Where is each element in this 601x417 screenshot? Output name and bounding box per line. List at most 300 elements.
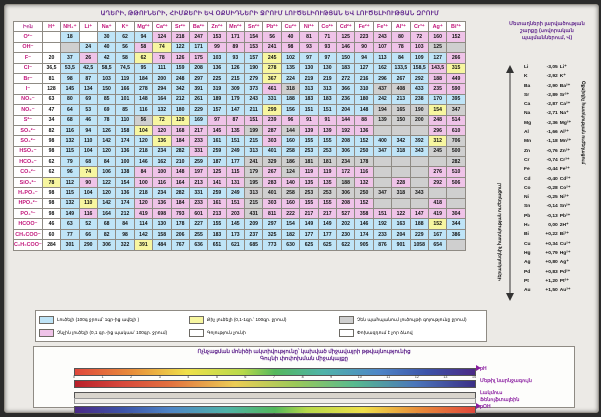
solubility-cell: 120 (97, 188, 115, 198)
activity-series-row (523, 91, 575, 100)
solubility-cell: 140 (281, 177, 299, 187)
metal-symbol: Ni (524, 195, 529, 201)
legend-column-left (36, 311, 186, 341)
solubility-cell: 56 (263, 32, 281, 42)
metal-symbol: Ag (524, 260, 531, 266)
legend-item (189, 316, 333, 324)
legend-item (189, 329, 333, 337)
solubility-cell: 236 (337, 94, 355, 104)
solubility-cell: 103 (97, 73, 115, 83)
solubility-cell: 278 (263, 63, 281, 73)
solubility-cell: 97 (208, 115, 226, 125)
row-header-9: SO₃²⁻ (14, 125, 43, 135)
solubility-cell: 36,5 (42, 63, 60, 73)
axis-tick: 9 (330, 375, 333, 379)
solubility-cell: 132 (61, 198, 79, 208)
activity-series-body (523, 63, 575, 295)
solubility-cell: 158,5 (410, 63, 428, 73)
solubility-cell: 100 (153, 167, 171, 177)
solubility-cell: 136 (116, 188, 134, 198)
solubility-cell: 192 (373, 219, 391, 229)
solubility-cell: 168 (171, 125, 189, 135)
solubility-cell: 811 (263, 209, 281, 219)
solubility-cell: 155 (318, 198, 336, 208)
standard-potential: 0,00 (548, 223, 558, 229)
metal-symbol: Hg (524, 250, 531, 256)
solubility-cell: 202 (337, 219, 355, 229)
solubility-cell: 155 (300, 198, 318, 208)
row-header-11: HSO₄⁻ (14, 146, 43, 156)
solubility-cell: 213 (208, 209, 226, 219)
solubility-cell: 149 (300, 219, 318, 229)
solubility-cell: 793 (171, 209, 189, 219)
axis-tick: 1 (101, 375, 104, 379)
table-corner-label: Իոն (14, 22, 43, 32)
solubility-cell: 147 (226, 105, 244, 115)
solubility-cell: 116 (61, 125, 79, 135)
axis-tick: 7 (273, 413, 275, 417)
activity-series-row (523, 72, 575, 81)
solubility-cell: 259 (208, 188, 226, 198)
solubility-cell: 315 (447, 63, 465, 73)
solubility-cell: 299 (263, 105, 281, 115)
solubility-cell: 259 (189, 157, 207, 167)
activity-series-row (523, 156, 575, 165)
legend-label: Քիչ լուծելի (0,1-1գր.՝ 100գր. ջրում) (207, 316, 287, 322)
solubility-cell: 66 (79, 229, 97, 239)
solubility-cell: 143,5 (428, 63, 446, 73)
solubility-cell: 52 (79, 219, 97, 229)
solubility-cell: 153 (208, 32, 226, 42)
solubility-cell: 85 (116, 105, 134, 115)
solubility-cell: 210 (171, 157, 189, 167)
solubility-cell: 234 (153, 188, 171, 198)
solubility-cell: 53 (79, 105, 97, 115)
table-row (14, 136, 466, 146)
solubility-cell: 112 (61, 177, 79, 187)
solubility-cell: 199 (245, 125, 263, 135)
solubility-cell: 93 (318, 42, 336, 52)
solubility-cell: 80 (392, 32, 410, 42)
metal-ion: Pt²⁺ (559, 278, 569, 284)
row-header-10: SO₄²⁻ (14, 136, 43, 146)
activity-series-row (523, 128, 575, 137)
solubility-cell: 685 (245, 240, 263, 250)
solubility-cell: 125 (337, 32, 355, 42)
solubility-cell: 303 (263, 198, 281, 208)
solubility-cell: 215 (245, 198, 263, 208)
solubility-cell: 152 (447, 32, 465, 42)
row-header-7: NO₂⁻ (14, 105, 43, 115)
solubility-cell: 122 (392, 209, 410, 219)
metal-symbol: Zn (524, 148, 530, 154)
table-row (14, 188, 466, 198)
solubility-cell: 190 (245, 63, 263, 73)
solubility-cell: 366 (337, 84, 355, 94)
standard-potential: +0,34 (545, 241, 558, 247)
activity-series-row (523, 184, 575, 193)
solubility-cell: 901 (392, 240, 410, 250)
solubility-cell: 218 (134, 146, 152, 156)
solubility-cell: 401 (263, 146, 281, 156)
solubility-cell: 90 (79, 177, 97, 187)
solubility-cell: 180 (171, 105, 189, 115)
solubility-cell: 258 (281, 188, 299, 198)
metal-ion: Bi³⁺ (559, 232, 569, 238)
standard-potential: -2,92 (546, 74, 558, 80)
metal-symbol: Pd (524, 269, 531, 275)
solubility-cell: 126 (97, 125, 115, 135)
solubility-cell: 164 (97, 209, 115, 219)
solubility-cell: 206 (171, 229, 189, 239)
solubility-cell: 622 (337, 240, 355, 250)
page-title: ԱՂԵՐԻ, ԹԹՈՒՆԵՐԻ, ՀԻՄՔԵՐԻ ԵՎ ՕՔՍԻԴՆԵՐԻ ՋՐՈՒՄ ԼՈՒԾԵԼԻՈՒԹՅԱՆ ԵՎ ԼՈՒԾԵԼԻՈՒԹՅԱՆ ԶՐՈՒՄ (100, 10, 440, 17)
solubility-cell: 178 (355, 157, 373, 167)
solubility-cell: 151 (300, 105, 318, 115)
solubility-cell: 297 (189, 73, 207, 83)
axis-tick: 13 (443, 375, 448, 379)
metal-ion: Cr³⁺ (559, 157, 570, 163)
solubility-cell: 237 (245, 229, 263, 239)
solubility-cell: 184 (171, 198, 189, 208)
solubility-cell: 204 (337, 105, 355, 115)
solubility-cell: 149 (61, 209, 79, 219)
legend-swatch-dry-reaction (339, 329, 354, 337)
solubility-cell: 175 (189, 53, 207, 63)
solubility-cell: 230 (337, 229, 355, 239)
solubility-cell: 78 (97, 115, 115, 125)
table-row (14, 125, 466, 135)
solubility-cell: 245 (428, 146, 446, 156)
solubility-cell: 100 (116, 157, 134, 167)
litmus-label: Լակմուս (480, 390, 503, 396)
solubility-cell: 85 (97, 94, 115, 104)
solubility-cell: 253 (300, 146, 318, 156)
solubility-cell: 217 (300, 209, 318, 219)
solubility-cell: 148 (134, 94, 152, 104)
solubility-cell: 150 (337, 53, 355, 63)
solubility-cell: 215 (245, 136, 263, 146)
solubility-cell: 119 (318, 167, 336, 177)
solubility-cell: 119 (116, 73, 134, 83)
solubility-cell: 386 (447, 229, 465, 239)
solubility-cell: 253 (318, 188, 336, 198)
solubility-cell: 395 (447, 94, 465, 104)
solubility-cell: 34 (42, 115, 60, 125)
solubility-cell: 234 (337, 157, 355, 167)
solubility-cell: 208 (189, 63, 207, 73)
solubility-cell: 181 (300, 157, 318, 167)
row-header-15: H₂PO₄⁻ (14, 188, 43, 198)
activity-series-row (523, 268, 575, 277)
solubility-cell: 250 (355, 188, 373, 198)
activity-series-row (523, 109, 575, 118)
solubility-cell: 636 (189, 240, 207, 250)
solubility-cell: 267 (392, 73, 410, 83)
solubility-cell: 94 (355, 53, 373, 63)
solubility-cell: 698 (153, 209, 171, 219)
solubility-cell: 46 (42, 219, 60, 229)
table-row (14, 115, 466, 125)
solubility-cell: 87 (226, 115, 244, 125)
solubility-cell: 106 (97, 167, 115, 177)
solubility-cell: 213 (189, 177, 207, 187)
solubility-cell: 53,5 (61, 63, 79, 73)
axis-tick: 3 (158, 375, 161, 379)
solubility-cell (428, 157, 446, 167)
table-row (14, 84, 466, 94)
activity-series-table-wrapper (523, 63, 575, 295)
solubility-cell: 134 (79, 84, 97, 94)
solubility-cell: 296 (428, 125, 446, 135)
metal-ion: Pd²⁺ (559, 269, 571, 275)
table-row (14, 177, 466, 187)
solubility-cell (42, 42, 60, 52)
solubility-cell: 144 (281, 125, 299, 135)
standard-potential: -0,40 (546, 176, 558, 182)
solubility-cell: 276 (428, 167, 446, 177)
metal-symbol: Li (524, 65, 529, 70)
solubility-cell: 223 (355, 32, 373, 42)
solubility-cell: 188 (281, 94, 299, 104)
solubility-cell: 93 (226, 53, 244, 63)
solubility-cell: 136 (208, 63, 226, 73)
solubility-cell: 77 (61, 229, 79, 239)
solubility-cell: 294 (153, 84, 171, 94)
solubility-cell: 234 (153, 146, 171, 156)
axis-tick: 8 (244, 413, 247, 417)
standard-potential: -2,36 (546, 120, 558, 126)
solubility-cell: 625 (318, 240, 336, 250)
metal-symbol: Co (524, 185, 531, 191)
phenolphthalein-bar (74, 398, 476, 404)
solubility-cell: 148 (171, 167, 189, 177)
solubility-cell: 342 (392, 136, 410, 146)
solubility-cell: 74,5 (116, 63, 134, 73)
solubility-cell: 157 (208, 105, 226, 115)
solubility-cell: 37 (61, 53, 79, 63)
solubility-cell: 200 (153, 73, 171, 83)
table-row (14, 240, 466, 250)
solubility-cell: 91 (300, 115, 318, 125)
solubility-cell: 209 (245, 219, 263, 229)
solubility-cell: 233 (373, 229, 391, 239)
solubility-cell: 151 (318, 105, 336, 115)
solubility-cell: 166 (116, 84, 134, 94)
solubility-cell: 248 (171, 73, 189, 83)
table-row (14, 167, 466, 177)
solubility-cell: 146 (355, 219, 373, 229)
solubility-cell: 62 (116, 32, 134, 42)
standard-potential: +0,22 (545, 232, 558, 238)
solubility-cell: 773 (263, 240, 281, 250)
activity-series-row (523, 119, 575, 128)
solubility-cell: 283 (263, 177, 281, 187)
solubility-cell: 101 (116, 94, 134, 104)
ph-scales (72, 365, 532, 417)
solubility-cell: 358 (355, 209, 373, 219)
legend-item (39, 329, 183, 337)
solubility-cell: 136 (153, 136, 171, 146)
solubility-cell: 98 (116, 229, 134, 239)
solubility-cell: 113 (373, 53, 391, 63)
solubility-cell: 208 (337, 198, 355, 208)
solubility-cell: 111 (153, 63, 171, 73)
solubility-cell: 116 (79, 209, 97, 219)
solubility-cell: 170 (428, 94, 446, 104)
legend-item (339, 329, 483, 337)
solubility-cell: 124 (281, 167, 299, 177)
metal-symbol: Pb (524, 213, 531, 219)
activity-series-row (523, 240, 575, 249)
solubility-cell (447, 188, 465, 198)
solubility-cell: 126 (171, 53, 189, 63)
solubility-cell: 26 (79, 53, 97, 63)
metal-ion: 2H⁺ (559, 223, 569, 229)
solubility-cell: 162 (153, 157, 171, 167)
solubility-cell: 344 (447, 219, 465, 229)
legend-swatch-slightly-soluble (189, 316, 204, 324)
metal-ion: Mg²⁺ (559, 120, 572, 126)
solubility-cell: 227 (189, 219, 207, 229)
solubility-cell: 100 (134, 177, 152, 187)
metal-symbol: Bi (524, 232, 529, 238)
solubility-cell: 250 (355, 146, 373, 156)
solubility-cell (410, 177, 428, 187)
solubility-cell: 313 (245, 146, 263, 156)
solubility-cell: 200 (410, 115, 428, 125)
solubility-cell: 98 (42, 198, 60, 208)
solubility-cell: 391 (189, 84, 207, 94)
metal-symbol: Pt (524, 278, 529, 284)
column-header-7: Sr²⁺ (171, 22, 189, 32)
legend-swatch-nonexistent (189, 329, 204, 337)
axis-tick: 7 (273, 375, 275, 379)
axis-tick: 1 (444, 413, 447, 417)
standard-potential: -2,89 (546, 92, 558, 98)
table-row (14, 42, 466, 52)
solubility-cell: 18 (61, 32, 79, 42)
solubility-cell: 138 (116, 167, 134, 177)
solubility-cell: 510 (447, 167, 465, 177)
table-row (14, 105, 466, 115)
column-header-8: Ba²⁺ (189, 22, 207, 32)
metal-symbol: Sn (524, 204, 531, 210)
solubility-cell: 110 (79, 198, 97, 208)
solubility-cell: 56 (134, 115, 152, 125)
row-header-6: NO₃⁻ (14, 94, 43, 104)
activity-series-row (523, 175, 575, 184)
solubility-cell: 154 (428, 105, 446, 115)
solubility-cell: 392 (410, 136, 428, 146)
solubility-cell: 130 (318, 63, 336, 73)
solubility-cell: 146 (337, 42, 355, 52)
solubility-cell: 272 (337, 73, 355, 83)
solubility-cell: 142 (97, 136, 115, 146)
solubility-cell: 195 (245, 177, 263, 187)
column-header-13: Cu²⁺ (281, 22, 299, 32)
solubility-cell: 190 (410, 105, 428, 115)
solubility-cell: 228 (392, 177, 410, 187)
solubility-cell: 527 (337, 209, 355, 219)
solubility-cell: 630 (281, 240, 299, 250)
solubility-cell: 142 (97, 198, 115, 208)
axis-tick: 2 (130, 375, 133, 379)
solubility-cell: 98 (42, 136, 60, 146)
table-row (14, 198, 466, 208)
solubility-cell: 318 (392, 146, 410, 156)
row-header-18: HCOO⁻ (14, 219, 43, 229)
solubility-cell: 103 (208, 53, 226, 63)
solubility-cell (428, 188, 446, 198)
solubility-cell: 133,5 (392, 63, 410, 73)
solubility-cell: 119 (300, 167, 318, 177)
solubility-cell: 183 (337, 63, 355, 73)
solubility-cell: 152 (428, 219, 446, 229)
solubility-cell: 151 (226, 198, 244, 208)
solubility-cell: 88 (355, 115, 373, 125)
solubility-cell: 154 (116, 177, 134, 187)
solubility-cell: 189 (208, 94, 226, 104)
solubility-cell: 127 (428, 53, 446, 63)
solubility-cell (79, 32, 97, 42)
solubility-cell: 80 (61, 94, 79, 104)
row-header-2: F⁻ (14, 53, 43, 63)
solubility-cell: 767 (171, 240, 189, 250)
solubility-cell: 127 (355, 63, 373, 73)
activity-series-row (523, 100, 575, 109)
column-header-16: Cd²⁺ (337, 22, 355, 32)
row-header-5: I⁻ (14, 84, 43, 94)
solubility-cell: 177 (318, 229, 336, 239)
solubility-cell: 164 (171, 177, 189, 187)
solubility-cell: 278 (134, 84, 152, 94)
axis-tick: 0 (73, 375, 75, 379)
solubility-cell: 312 (428, 136, 446, 146)
legend-item (339, 316, 483, 324)
solubility-cell: 303 (263, 136, 281, 146)
reference-sheet (4, 4, 599, 417)
solubility-cell: 104 (79, 146, 97, 156)
solubility-cell (392, 198, 410, 208)
activity-series-row (523, 147, 575, 156)
solubility-cell: 47 (42, 105, 60, 115)
solubility-cell: 74 (153, 42, 171, 52)
metal-ion: Mn²⁺ (559, 139, 572, 145)
legend-column-right (336, 311, 486, 341)
solubility-cell: 347 (373, 146, 391, 156)
table-row (14, 63, 466, 73)
axis-tick: 8 (301, 375, 304, 379)
solubility-cell (373, 198, 391, 208)
solubility-cell: 130 (153, 219, 171, 229)
solubility-cell: 42 (97, 53, 115, 63)
column-header-20: Cr³⁺ (410, 22, 428, 32)
activity-series-table (523, 63, 575, 295)
row-header-19: CH₃COO⁻ (14, 229, 43, 239)
legend-label: Փոխազդում է չոր ձևով (357, 329, 413, 335)
column-header-5: Mg²⁺ (134, 22, 152, 32)
solubility-cell: 58 (116, 53, 134, 63)
solubility-cell: 141 (208, 177, 226, 187)
poh-bar-label: pOH (480, 404, 491, 410)
solubility-cell: 318 (392, 188, 410, 198)
solubility-cell (61, 42, 79, 52)
solubility-cell: 433 (410, 84, 428, 94)
solubility-cell: 318 (281, 84, 299, 94)
solubility-cell: 160 (281, 198, 299, 208)
solubility-cell: 192 (337, 125, 355, 135)
